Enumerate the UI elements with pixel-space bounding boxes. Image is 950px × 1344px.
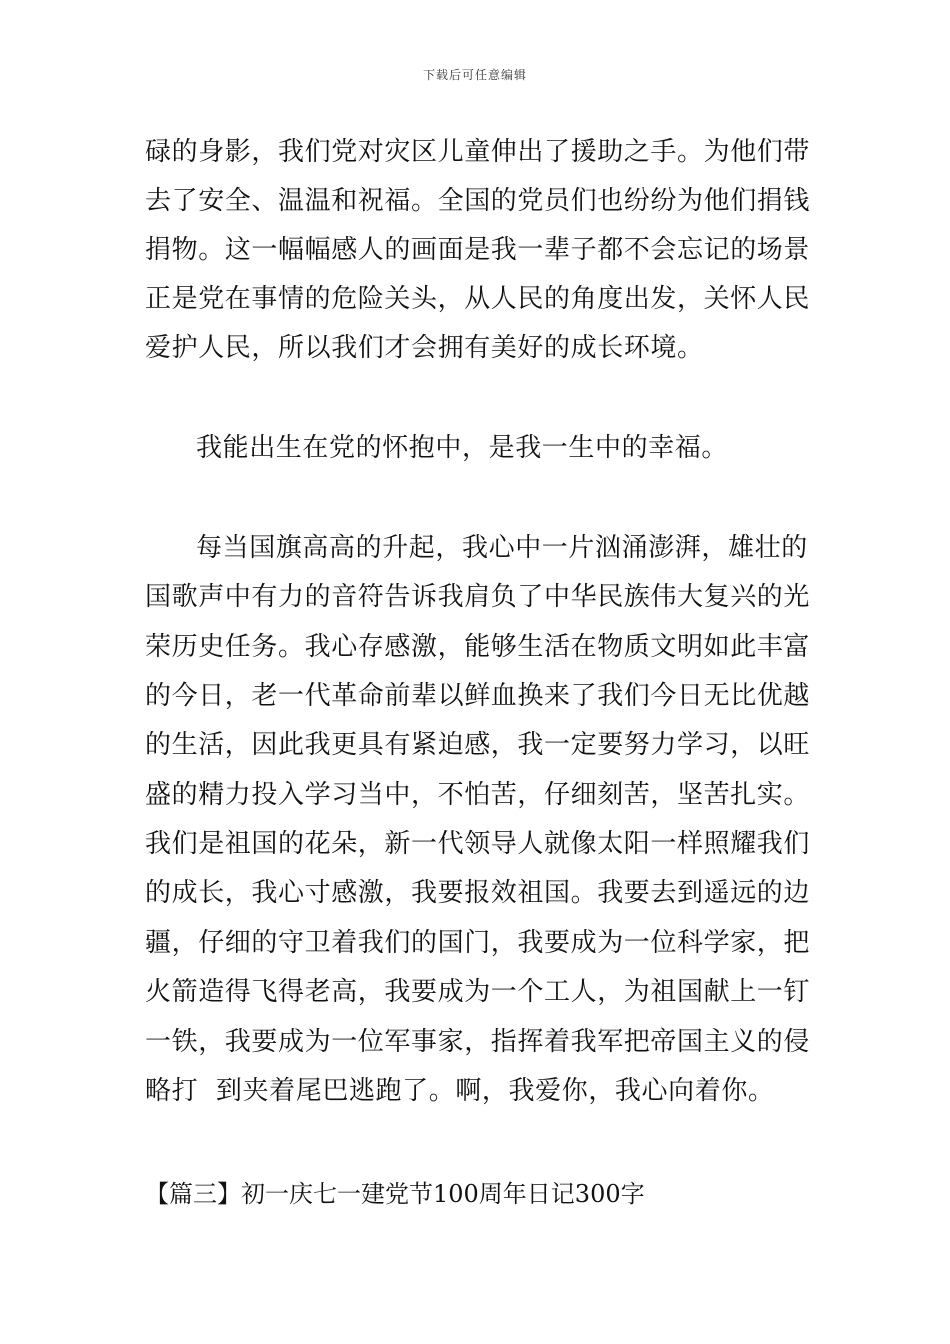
page-header: 下载后可任意编辑 [422,68,527,82]
paragraph-3-line-12: 略打 到夹着尾巴逃跑了。啊，我爱你，我心向着你。 [145,1076,775,1106]
paragraph-1-line-1: 碌的身影，我们党对灾区儿童伸出了援助之手。为他们带 [145,137,811,167]
paragraph-3-line-6: 盛的精力投入学习当中，不怕苦，仔细刻苦，坚苦扎实。 [145,780,811,810]
paragraph-3-line-9: 疆，仔细的守卫着我们的国门，我要成为一位科学家，把 [145,928,811,958]
paragraph-1-line-2: 去了安全、温温和祝福。全国的党员们也纷纷为他们捐钱 [145,186,811,216]
paragraph-2-line-1: 我能出生在党的怀抱中，是我一生中的幸福。 [196,433,729,463]
paragraph-3-line-4: 的今日，老一代革命前辈以鲜血换来了我们今日无比优越 [145,681,811,711]
paragraph-3-line-10: 火箭造得飞得老高，我要成为一个工人，为祖国献上一钉 [145,977,811,1007]
paragraph-1-line-3: 捐物。这一幅幅感人的画面是我一辈子都不会忘记的场景 [145,235,811,265]
section-heading: 【篇三】初一庆七一建党节100周年日记300字 [145,1180,645,1208]
paragraph-3-line-7: 我们是祖国的花朵，新一代领导人就像太阳一样照耀我们 [145,829,811,859]
paragraph-1-line-4: 正是党在事情的危险关头，从人民的角度出发，关怀人民 [145,284,811,314]
paragraph-1-line-5: 爱护人民，所以我们才会拥有美好的成长环境。 [145,333,704,363]
paragraph-3-line-3: 荣历史任务。我心存感激，能够生活在物质文明如此丰富 [145,632,811,662]
paragraph-3-line-2: 国歌声中有力的音符告诉我肩负了中华民族伟大复兴的光 [145,582,811,612]
paragraph-3-line-1: 每当国旗高高的升起，我心中一片汹涌澎湃，雄壮的 [196,533,808,563]
paragraph-3-line-8: 的成长，我心寸感激，我要报效祖国。我要去到遥远的边 [145,878,811,908]
paragraph-3-line-11: 一铁，我要成为一位军事家，指挥着我军把帝国主义的侵 [145,1027,811,1057]
paragraph-3-line-5: 的生活，因此我更具有紧迫感，我一定要努力学习，以旺 [145,730,811,760]
